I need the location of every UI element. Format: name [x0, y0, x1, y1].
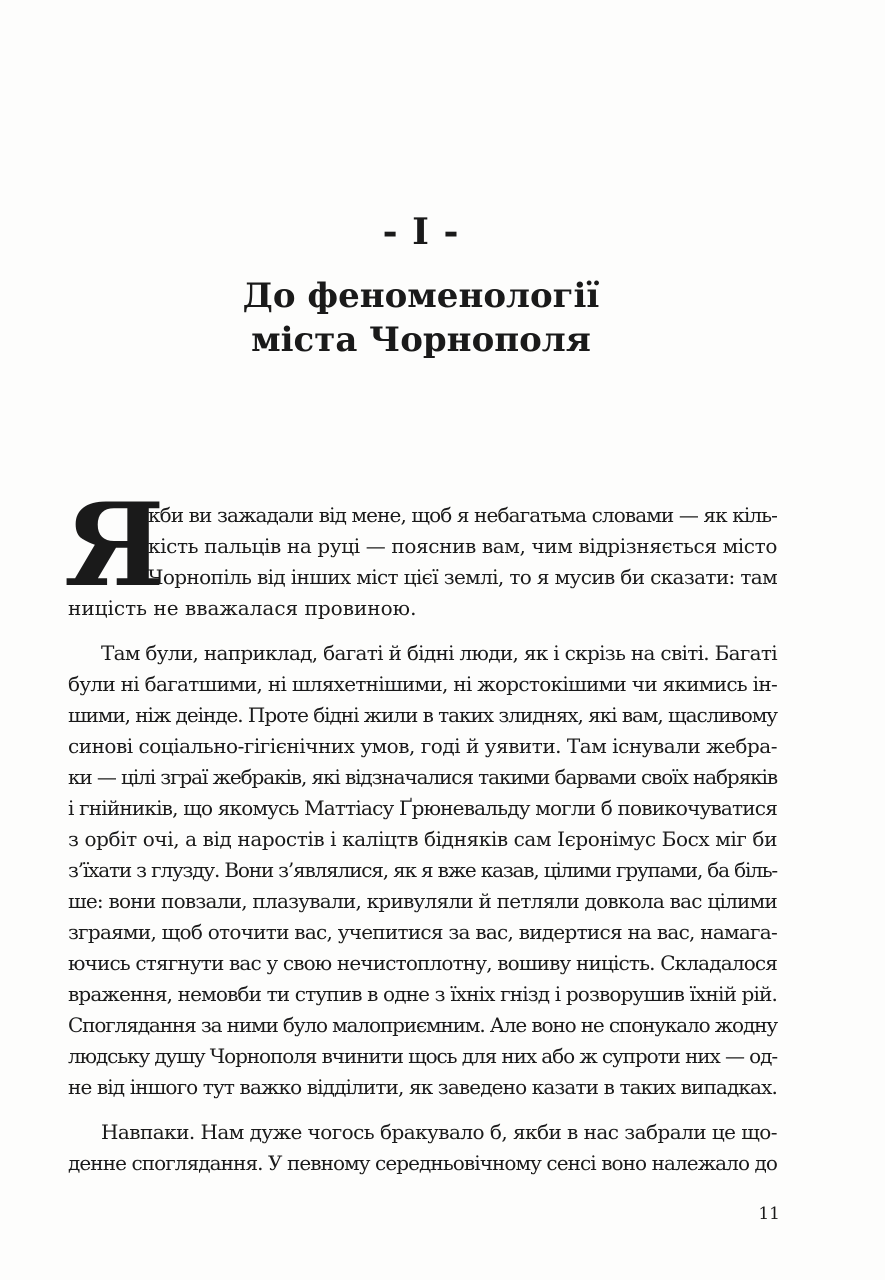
- text-line: кість пальців на руці — пояснив вам, чим відрізняється місто: [148, 534, 777, 558]
- chapter-title-line-1: До феноменології: [242, 276, 600, 316]
- text-line: кби ви зажадали від мене, щоб я небагатьма словами — як кіль-: [148, 503, 777, 527]
- text-line: ше: вони повзали, плазували, кривуляли й петляли довкола вас цілими: [68, 889, 777, 913]
- text-line: синові соціально-гігієнічних умов, годі й уявити. Там існували жебра-: [68, 734, 777, 758]
- paragraph-2: [68, 638, 777, 1103]
- drop-cap: Я: [64, 478, 165, 612]
- chapter-title: [0, 274, 842, 362]
- chapter-number: - I -: [382, 211, 460, 253]
- body-text: [64, 478, 778, 1179]
- text-line: Чорнопіль від інших міст цієї землі, то я мусив би сказати: там: [148, 565, 777, 589]
- text-line: шими, ніж деінде. Проте бідні жили в таких злиднях, які вам, щасливому: [68, 703, 778, 727]
- text-line: Споглядання за ними було малоприємним. Але воно не спонукало жодну: [68, 1013, 777, 1037]
- text-line: ницість не вважалася провиною.: [68, 596, 417, 620]
- text-line: денне споглядання. У певному середньовічному сенсі воно належало до: [68, 1151, 777, 1175]
- paragraph-3: [68, 1117, 777, 1179]
- text-line: і гнійників, що якомусь Маттіасу Ґрюневальду могли б повикочуватися: [68, 796, 777, 820]
- text-line: з’їхати з глузду. Вони з’являлися, як я вже казав, цілими групами, ба біль-: [68, 858, 777, 882]
- text-line: Там були, наприклад, багаті й бідні люди, як і скрізь на світі. Багаті: [101, 641, 777, 665]
- text-line: не від іншого тут важко відділити, як заведено казати в таких випадках.: [68, 1075, 777, 1099]
- chapter-title-line-2: міста Чорнополя: [251, 320, 591, 360]
- text-line: ки — цілі зграї жебраків, які відзначалися такими барвами своїх набряків: [68, 765, 777, 789]
- paragraph-1: [64, 478, 777, 624]
- text-line: ючись стягнути вас у свою нечистоплотну, вошиву ницість. Складалося: [68, 951, 778, 975]
- text-line: з орбіт очі, а від наростів і каліцтв бідняків сам Ієронімус Босх міг би: [68, 827, 777, 851]
- page-number: 11: [758, 1204, 780, 1224]
- text-line: враження, немовби ти ступив в одне з їхніх гнізд і розворушив їхній рій.: [68, 982, 778, 1006]
- text-line: людську душу Чорнополя вчинити щось для них або ж супроти них — од-: [68, 1044, 778, 1068]
- text-line: були ні багатшими, ні шляхетнішими, ні жорстокішими чи якимись ін-: [68, 672, 778, 696]
- text-line: зграями, щоб оточити вас, учепитися за вас, видертися на вас, намага-: [68, 920, 777, 944]
- text-line: Навпаки. Нам дуже чогось бракувало б, якби в нас забрали це що-: [101, 1120, 778, 1144]
